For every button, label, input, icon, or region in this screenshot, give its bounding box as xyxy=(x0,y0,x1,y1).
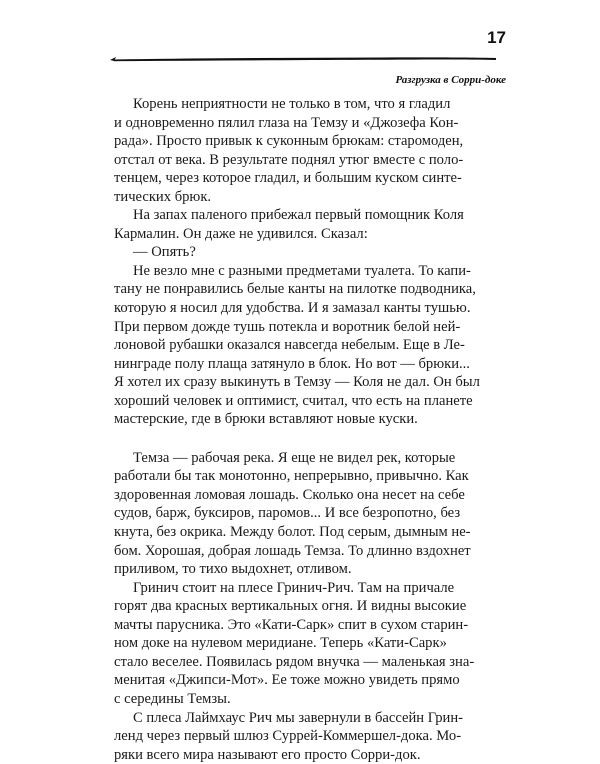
text-line: тенцем, через которое гладил, и большим куском синте- xyxy=(114,170,462,187)
text-line: бом. Хорошая, добрая лошадь Темза. То длинно вздохнет xyxy=(114,542,471,559)
text-line: хороший человек и оптимист, считал, что есть на планете xyxy=(114,392,473,409)
text-line: менитая «Джипси-Мот». Ее тоже можно увидеть прямо xyxy=(114,672,460,689)
text-line: судов, барж, буксиров, паромов... И все безропотно, без xyxy=(114,505,461,522)
text-line: нинграде полу плаща затянуло в блок. Но вот — брюки... xyxy=(114,355,470,372)
text-line: ном доке на нулевом меридиане. Теперь «Кати-Сарк» xyxy=(114,635,447,652)
text-line: Темза — рабочая река. Я еще не видел рек, которые xyxy=(133,449,456,466)
text-line: кнута, без окрика. Между болот. Под серым, дымным не- xyxy=(114,524,471,541)
body-text xyxy=(114,95,505,764)
running-head: Разгрузка в Сорри-доке xyxy=(395,74,506,86)
text-line: тану не понравились белые канты на пилотке подводника, xyxy=(114,281,476,298)
text-line: Гринич стоит на плесе Гринич-Рич. Там на причале xyxy=(133,579,455,596)
text-line: которую я носил для удобства. И я замазал канты тушью. xyxy=(114,300,471,317)
page-number: 17 xyxy=(487,28,506,47)
text-line: горят два красных вертикальных огня. И видны высокие xyxy=(114,598,467,615)
text-line: приливом, то тихо выдохнет, отливом. xyxy=(114,561,352,578)
text-line: рада». Просто привык к суконным брюкам: старомоден, xyxy=(114,133,464,150)
text-line: здоровенная ломовая лошадь. Сколько она несет на себе xyxy=(114,486,465,503)
text-line: ленд через первый шлюз Суррей-Коммершел-дока. Мо- xyxy=(114,728,462,745)
text-line: На запах паленого прибежал первый помощник Коля xyxy=(133,207,464,224)
text-line: отстал от века. В результате поднял утюг вместе с поло- xyxy=(114,151,464,168)
text-line: Не везло мне с разными предметами туалета. То капи- xyxy=(133,262,471,279)
text-line: тических брюк. xyxy=(114,188,212,205)
text-line: Я хотел их сразу выкинуть в Темзу — Коля не дал. Он был xyxy=(114,374,480,391)
text-line: С плеса Лаймхаус Рич мы завернули в бассейн Грин- xyxy=(133,709,464,726)
text-line: При первом дожде тушь потекла и воротник белой ней- xyxy=(114,318,461,335)
text-line: мачты парусника. Это «Кати-Сарк» спит в сухом старин- xyxy=(114,616,469,633)
section-break xyxy=(114,429,505,449)
header-rule xyxy=(108,48,498,64)
text-line: работали бы так монотонно, непрерывно, привычно. Как xyxy=(114,468,469,485)
text-line: лоновой рубашки оказался навсегда небелым. Еще в Ле- xyxy=(114,337,465,354)
text-line: ряки всего мира называют его просто Сорри-док. xyxy=(114,746,421,763)
text-line: стало веселее. Появилась рядом внучка — маленькая зна- xyxy=(114,653,475,670)
text-line: и одновременно пялил глаза на Темзу и «Джозефа Кон- xyxy=(114,114,459,131)
text-line: с середины Темзы. xyxy=(114,690,231,707)
text-line: — Опять? xyxy=(133,244,196,261)
text-line: мастерские, где в брюки вставляют новые куски. xyxy=(114,411,418,428)
text-line: Кармалин. Он даже не удивился. Сказал: xyxy=(114,225,368,242)
text-line: Корень неприятности не только в том, что я гладил xyxy=(133,96,451,112)
